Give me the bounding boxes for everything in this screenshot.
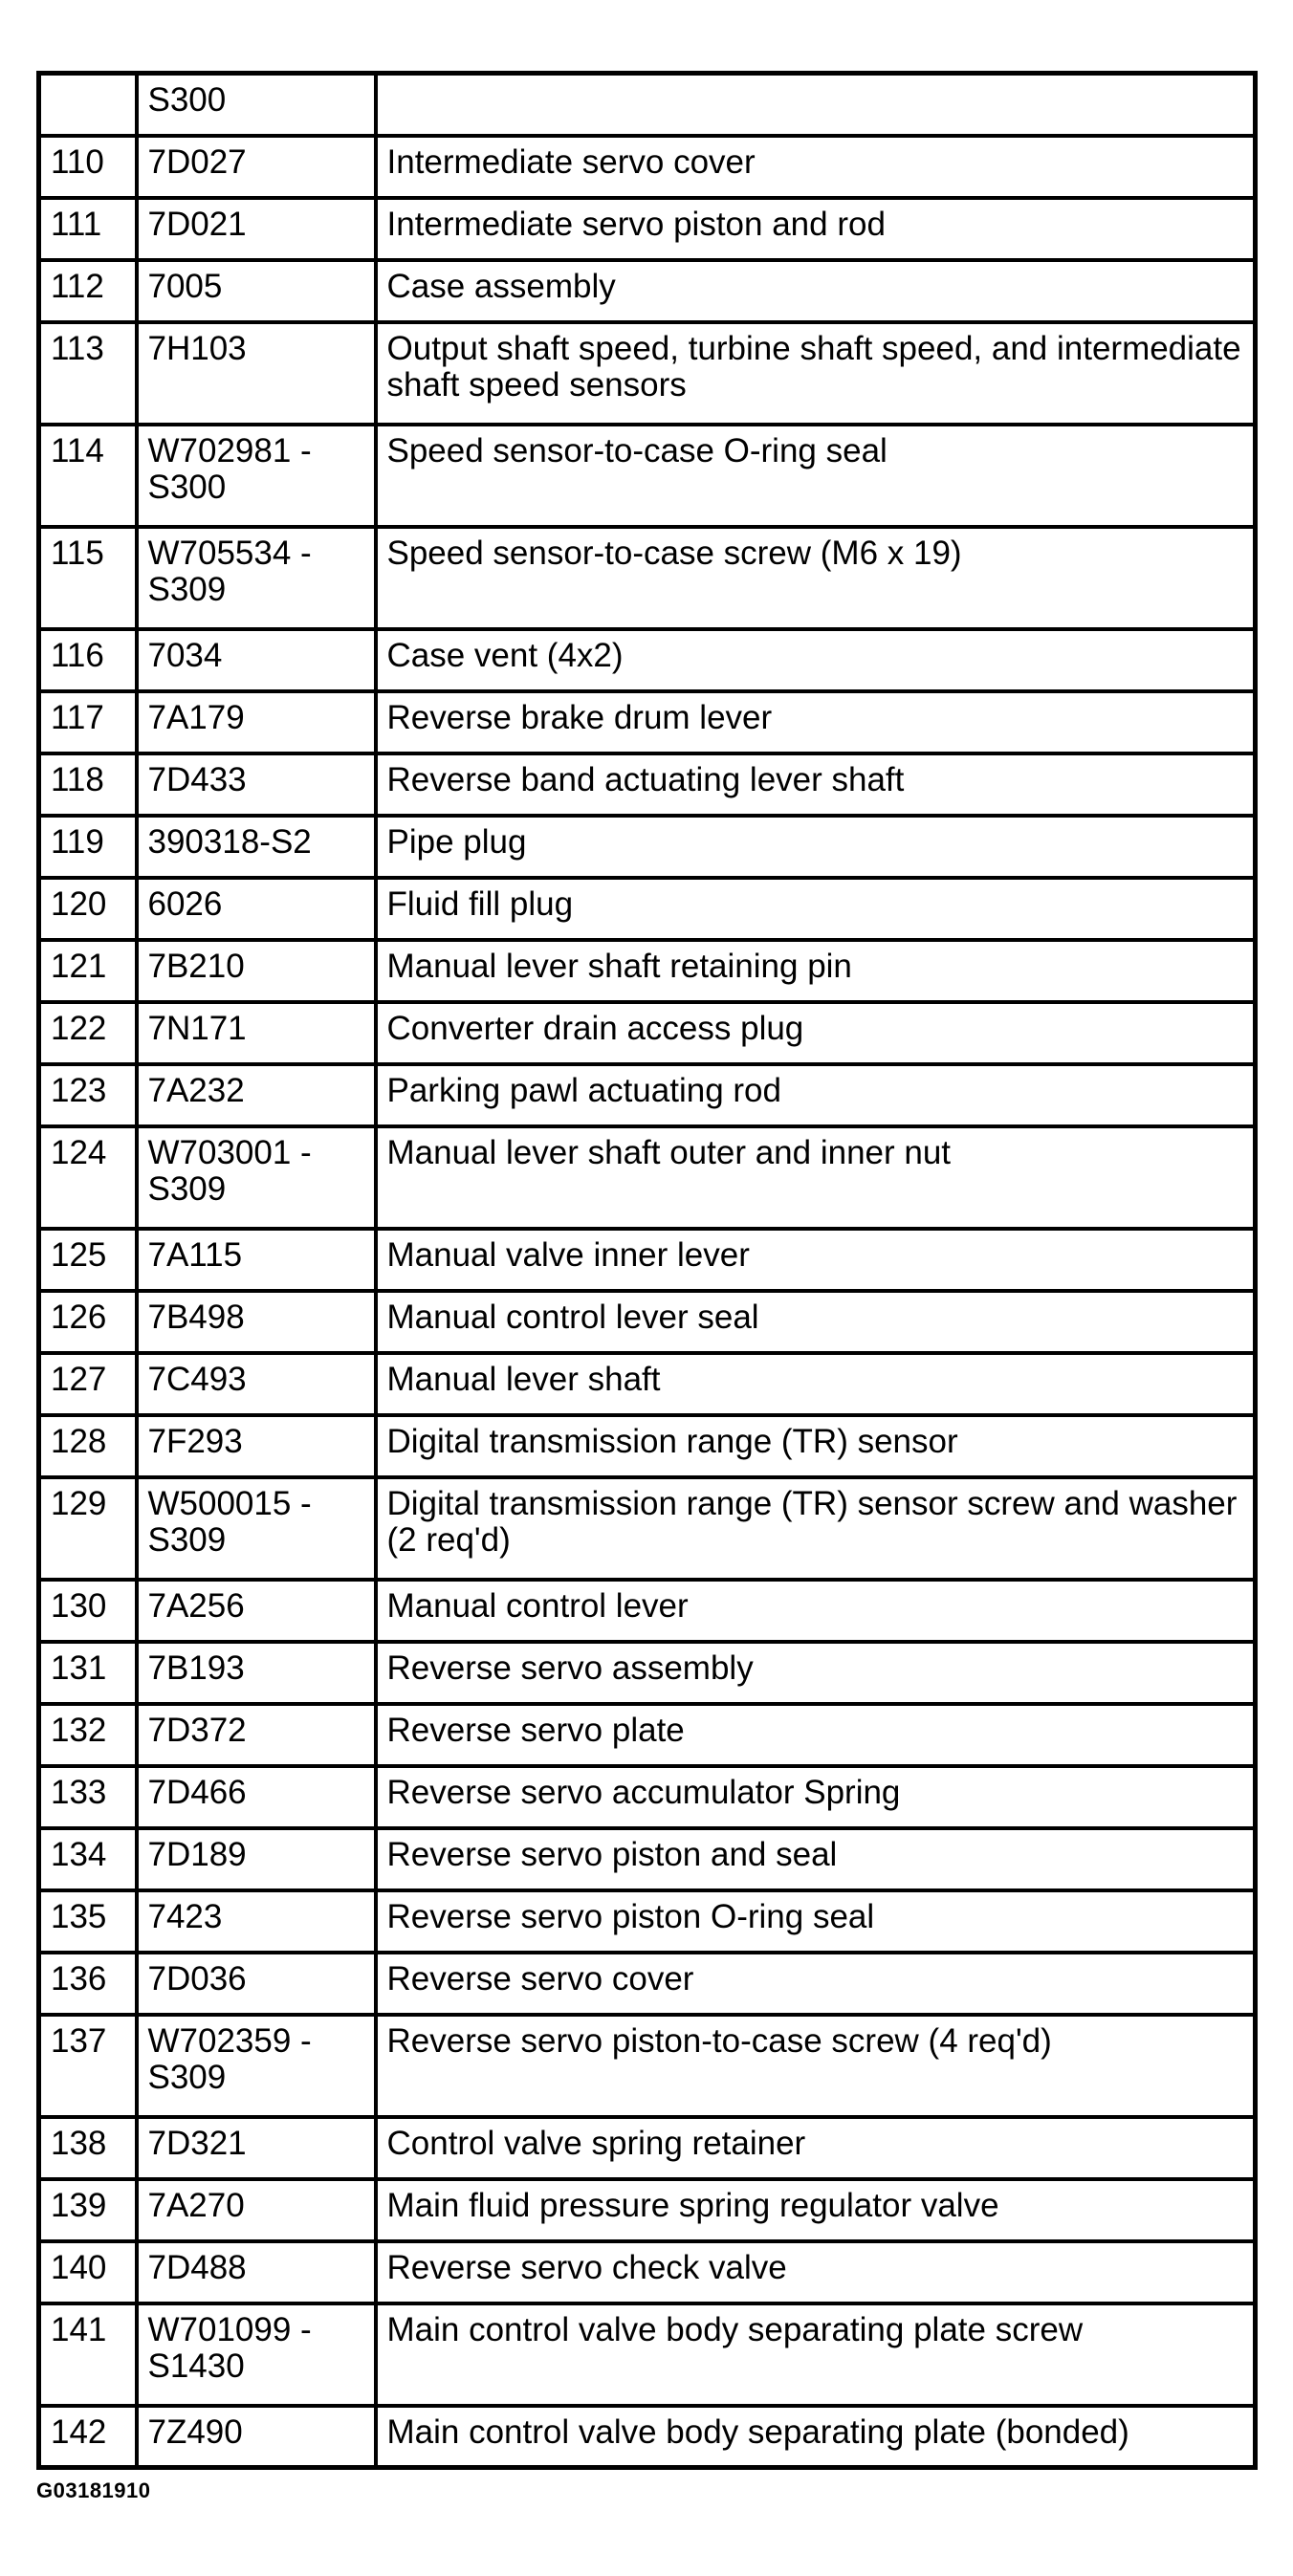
item-number-cell: 110 (39, 136, 137, 198)
table-row (39, 2241, 1256, 2303)
item-number-cell: 128 (39, 1415, 137, 1477)
part-number-cell: 7B498 (137, 1291, 376, 1353)
description-cell: Fluid fill plug (376, 878, 1256, 940)
parts-table-body (39, 74, 1256, 2468)
description-cell: Case assembly (376, 260, 1256, 322)
parts-table (36, 71, 1258, 2470)
part-number-cell: 7034 (137, 629, 376, 691)
part-number-cell: W702359 - S309 (137, 2015, 376, 2117)
item-number-cell: 112 (39, 260, 137, 322)
table-row (39, 1415, 1256, 1477)
table-row (39, 74, 1256, 136)
description-cell: Reverse servo piston-to-case screw (4 req'd) (376, 2015, 1256, 2117)
part-number-cell: S300 (137, 74, 376, 136)
item-number-cell: 114 (39, 425, 137, 527)
item-number-cell: 126 (39, 1291, 137, 1353)
table-row (39, 878, 1256, 940)
description-cell: Reverse servo piston and seal (376, 1828, 1256, 1890)
item-number-cell: 118 (39, 753, 137, 816)
description-cell: Case vent (4x2) (376, 629, 1256, 691)
table-row (39, 527, 1256, 629)
item-number-cell: 124 (39, 1126, 137, 1229)
part-number-cell: 7D433 (137, 753, 376, 816)
item-number-cell: 135 (39, 1890, 137, 1953)
part-number-cell: 6026 (137, 878, 376, 940)
item-number-cell: 132 (39, 1704, 137, 1766)
table-row (39, 2303, 1256, 2406)
table-row (39, 260, 1256, 322)
description-cell: Parking pawl actuating rod (376, 1064, 1256, 1126)
description-cell: Manual lever shaft retaining pin (376, 940, 1256, 1002)
description-cell: Reverse brake drum lever (376, 691, 1256, 753)
part-number-cell: 7A179 (137, 691, 376, 753)
part-number-cell: 7D027 (137, 136, 376, 198)
description-cell: Main control valve body separating plate (bonded) (376, 2406, 1256, 2468)
part-number-cell: W500015 - S309 (137, 1477, 376, 1580)
item-number-cell: 119 (39, 816, 137, 878)
description-cell: Intermediate servo cover (376, 136, 1256, 198)
part-number-cell: 7C493 (137, 1353, 376, 1415)
item-number-cell: 117 (39, 691, 137, 753)
table-row (39, 1828, 1256, 1890)
description-cell: Speed sensor-to-case screw (M6 x 19) (376, 527, 1256, 629)
description-cell: Reverse servo piston O-ring seal (376, 1890, 1256, 1953)
part-number-cell: 7F293 (137, 1415, 376, 1477)
item-number-cell: 115 (39, 527, 137, 629)
table-row (39, 691, 1256, 753)
description-cell: Main control valve body separating plate screw (376, 2303, 1256, 2406)
table-row (39, 1229, 1256, 1291)
description-cell: Digital transmission range (TR) sensor screw and washer (2 req'd) (376, 1477, 1256, 1580)
item-number-cell: 120 (39, 878, 137, 940)
table-row (39, 940, 1256, 1002)
description-cell: Control valve spring retainer (376, 2117, 1256, 2179)
part-number-cell: 7A256 (137, 1580, 376, 1642)
description-cell: Digital transmission range (TR) sensor (376, 1415, 1256, 1477)
item-number-cell: 131 (39, 1642, 137, 1704)
description-cell: Reverse servo plate (376, 1704, 1256, 1766)
item-number-cell: 134 (39, 1828, 137, 1890)
table-row (39, 2015, 1256, 2117)
item-number-cell: 116 (39, 629, 137, 691)
description-cell: Reverse servo check valve (376, 2241, 1256, 2303)
table-row (39, 1704, 1256, 1766)
part-number-cell: 390318-S2 (137, 816, 376, 878)
item-number-cell: 138 (39, 2117, 137, 2179)
description-cell: Reverse servo accumulator Spring (376, 1766, 1256, 1828)
table-row (39, 198, 1256, 260)
item-number-cell: 142 (39, 2406, 137, 2468)
table-row (39, 2117, 1256, 2179)
part-number-cell: W702981 - S300 (137, 425, 376, 527)
description-cell: Manual valve inner lever (376, 1229, 1256, 1291)
part-number-cell: 7D466 (137, 1766, 376, 1828)
table-row (39, 1064, 1256, 1126)
item-number-cell: 127 (39, 1353, 137, 1415)
item-number-cell: 137 (39, 2015, 137, 2117)
part-number-cell: W701099 - S1430 (137, 2303, 376, 2406)
part-number-cell: 7A115 (137, 1229, 376, 1291)
part-number-cell: W705534 - S309 (137, 527, 376, 629)
part-number-cell: 7D036 (137, 1953, 376, 2015)
table-row (39, 1002, 1256, 1064)
item-number-cell: 140 (39, 2241, 137, 2303)
part-number-cell: 7D321 (137, 2117, 376, 2179)
table-row (39, 629, 1256, 691)
part-number-cell: 7B193 (137, 1642, 376, 1704)
part-number-cell: 7A232 (137, 1064, 376, 1126)
table-row (39, 1953, 1256, 2015)
table-row (39, 1353, 1256, 1415)
item-number-cell: 129 (39, 1477, 137, 1580)
table-row (39, 2179, 1256, 2241)
description-cell: Reverse band actuating lever shaft (376, 753, 1256, 816)
description-cell: Manual lever shaft outer and inner nut (376, 1126, 1256, 1229)
table-row (39, 1291, 1256, 1353)
item-number-cell: 133 (39, 1766, 137, 1828)
table-row (39, 136, 1256, 198)
description-cell: Pipe plug (376, 816, 1256, 878)
part-number-cell: 7423 (137, 1890, 376, 1953)
table-row (39, 322, 1256, 425)
item-number-cell (39, 74, 137, 136)
figure-id: G03181910 (36, 2478, 151, 2502)
item-number-cell: 113 (39, 322, 137, 425)
item-number-cell: 141 (39, 2303, 137, 2406)
description-cell (376, 74, 1256, 136)
description-cell: Intermediate servo piston and rod (376, 198, 1256, 260)
part-number-cell: W703001 - S309 (137, 1126, 376, 1229)
table-row (39, 1580, 1256, 1642)
item-number-cell: 139 (39, 2179, 137, 2241)
table-row (39, 753, 1256, 816)
table-row (39, 816, 1256, 878)
description-cell: Manual control lever seal (376, 1291, 1256, 1353)
item-number-cell: 111 (39, 198, 137, 260)
part-number-cell: 7A270 (137, 2179, 376, 2241)
description-cell: Reverse servo cover (376, 1953, 1256, 2015)
table-row (39, 1890, 1256, 1953)
description-cell: Converter drain access plug (376, 1002, 1256, 1064)
item-number-cell: 136 (39, 1953, 137, 2015)
item-number-cell: 121 (39, 940, 137, 1002)
table-row (39, 425, 1256, 527)
item-number-cell: 122 (39, 1002, 137, 1064)
table-row (39, 1642, 1256, 1704)
description-cell: Manual lever shaft (376, 1353, 1256, 1415)
part-number-cell: 7N171 (137, 1002, 376, 1064)
description-cell: Manual control lever (376, 1580, 1256, 1642)
item-number-cell: 130 (39, 1580, 137, 1642)
table-row (39, 1477, 1256, 1580)
item-number-cell: 123 (39, 1064, 137, 1126)
part-number-cell: 7B210 (137, 940, 376, 1002)
description-cell: Output shaft speed, turbine shaft speed, and intermediate shaft speed sensors (376, 322, 1256, 425)
description-cell: Speed sensor-to-case O-ring seal (376, 425, 1256, 527)
description-cell: Main fluid pressure spring regulator valve (376, 2179, 1256, 2241)
part-number-cell: 7D021 (137, 198, 376, 260)
part-number-cell: 7H103 (137, 322, 376, 425)
description-cell: Reverse servo assembly (376, 1642, 1256, 1704)
part-number-cell: 7005 (137, 260, 376, 322)
table-row (39, 1766, 1256, 1828)
table-row (39, 1126, 1256, 1229)
part-number-cell: 7D488 (137, 2241, 376, 2303)
part-number-cell: 7D189 (137, 1828, 376, 1890)
item-number-cell: 125 (39, 1229, 137, 1291)
table-row (39, 2406, 1256, 2468)
part-number-cell: 7Z490 (137, 2406, 376, 2468)
part-number-cell: 7D372 (137, 1704, 376, 1766)
